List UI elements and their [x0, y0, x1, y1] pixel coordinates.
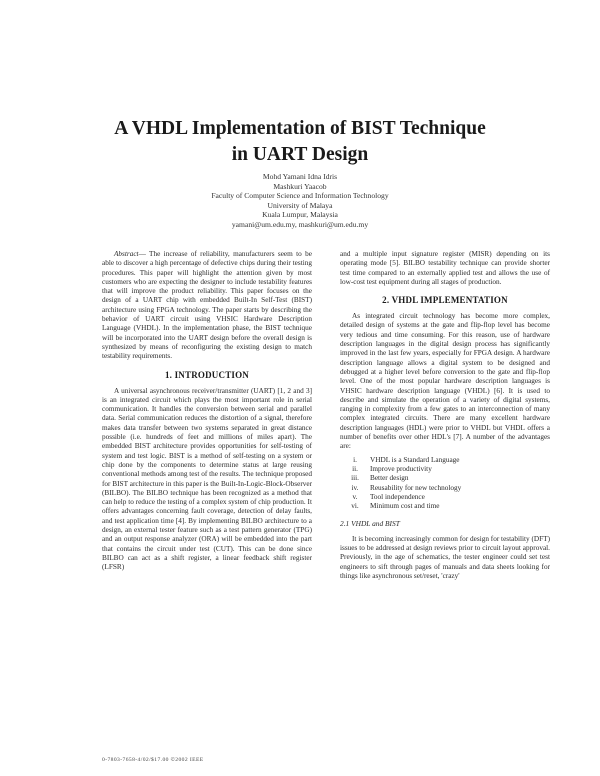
subsection-heading: 2.1 VHDL and BIST [340, 519, 400, 529]
list-item: vi. Minimum cost and time [351, 502, 440, 511]
introduction-text: A universal asynchronous receiver/transmitter (UART) [1, 2 and 3] is an integrated circuit which plays the most important role in serial communication. It handles the conversion between serial and parallel data. Serial communication reduces the distortion of a signal, therefore makes data transfer between two systems separated in great distance possible (i.e. hundreds of feet and millions of miles apart). The embedded BIST architecture provides opportunities for self-testing of system and test logic. BIST is a method of self-testing on a system or chip done by the components to determine status at large reusing conventional methods among test of the results. The technique proposed for BIST architecture in this paper is the Built-In-Logic-Block-Observer (BILBO). The BILBO technique has been recognized as a method that can help to reduce the testing of a complex system of chip production. It offers advantages concerning fault coverage, detection of delay faults, and test application time [4]. By implementing BILBO architecture to a design, an external tester feature such as a test pattern generator (TPG) and an output response analyzer (ORA) will be embedded into the part that contains the circuit under test (CUT). This can be done since BILBO can act as a shift register, a linear feedback shift register (LFSR) [102, 386, 312, 572]
author-location: Kuala Lumpur, Malaysia [262, 210, 338, 220]
list-item: v. Tool independence [352, 492, 425, 501]
abstract-text: — The increase of reliability, manufacturers seem to be able to discover a high percentage of defective chips during their testing procedures. This paper will highlight the attention given by most customers who are expecting the designer to include testability features that will improve the product reliability. This paper focuses on the design of a UART chip with embedded Built-In Self-Test (BIST) architecture using FPGA technology. The paper starts by describing the behavior of UART circuit using VHSIC Hardware Description Language (VHDL). In the implementation phase, the BIST technique will be incorporated into the UART design before the overall design is synthesized by means of reconfiguring the existing design to match testability requirements. [102, 250, 312, 361]
list-item: i. VHDL is a Standard Language [353, 455, 460, 464]
author-block [180, 172, 420, 230]
author-emails: yamani@um.edu.my, mashkuri@um.edu.my [231, 219, 369, 229]
advantages-list [340, 456, 550, 512]
author-name-2: Mashkuri Yaacob [273, 181, 327, 191]
section-heading-introduction: 1. INTRODUCTION [164, 369, 249, 380]
paper-title: A VHDL Implementation of BIST Technique in UART Design [114, 118, 486, 165]
author-university: University of Malaya [267, 200, 333, 210]
list-item: iii. Better design [351, 474, 409, 483]
list-item: ii. Improve productivity [352, 464, 432, 473]
list-item: iv. Reusability for new technology [351, 483, 462, 492]
subsection-text: It is becoming increasingly common for design for testability (DFT) issues to be addressed at design reviews prior to circuit layout approval. Previously, in the age of schematics, the tester engineer could set test engineers to sift through pages of manuals and data sheets looking for things like asynchronous set/reset, 'crazy' [340, 534, 550, 580]
author-affiliation: Faculty of Computer Science and Information Technology [211, 191, 389, 201]
section-heading-vhdl: 2. VHDL IMPLEMENTATION [382, 295, 508, 306]
author-name-1: Mohd Yamani Idna Idris [262, 172, 338, 181]
right-column [340, 250, 550, 581]
introduction-continued: and a multiple input signature register (MISR) depending on its operating mode [5]. BILBO testability technique can provide shorter test time compared to an externally applied test and allows the use of low-cost test equipment during all stages of production. [340, 250, 550, 286]
vhdl-text: As integrated circuit technology has become more complex, detailed design of systems at the gate and flip-flop level has become very tedious and time consuming. For this reason, use of hardware description languages in the digital design process has significantly improved in the last few years, especially for FPGA design. A hardware description language allows a digital system to be designed and debugged at a higher level before conversion to the gate and flip-flop level. One of the most popular hardware description languages is VHSIC hardware description language (VHDL) [6]. It is used to describe and simulate the operation of a variety of digital systems, ranging in complexity from a few gates to an interconnection of many complex integrated circuits. There are many excellent hardware description languages (HDL) were prior to VHDL but VHDL offers a number of benefits over other HDL's [7]. A number of the advantages are: [340, 312, 550, 451]
copyright-footer: 0-7803-7658-4/02/$17.00 ©2002 IEEE [102, 757, 204, 763]
abstract [102, 250, 312, 362]
abstract-label: Abstract [114, 250, 139, 258]
left-column [102, 250, 312, 573]
